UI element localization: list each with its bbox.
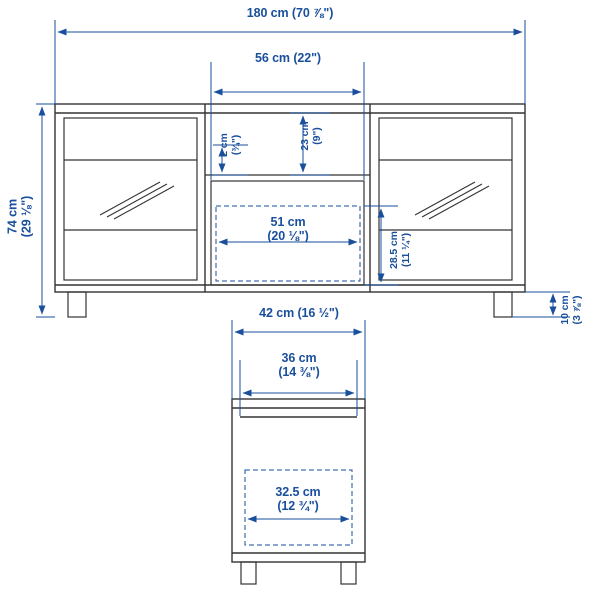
label-side-inner-depth: 36 cm (14 ⅜") [278, 351, 320, 379]
label-front-gap-height: 2 cm (¾") [218, 133, 242, 157]
side-view-cabinet [232, 399, 365, 562]
label-front-drawer-height: 28.5 cm (11 ¼") [388, 231, 412, 269]
label-front-shelf-height: 23 cm (9") [299, 121, 323, 151]
label-side-drawer-depth: 32.5 cm (12 ¾") [275, 485, 321, 513]
label-side-total-depth: 42 cm (16 ½") [259, 306, 339, 320]
front-view-cabinet [55, 104, 525, 292]
label-front-total-height: 74 cm (29 ⅛") [5, 195, 33, 238]
label-front-middle-width: 56 cm (22") [255, 51, 321, 65]
label-front-leg-height: 10 cm (3 ⅞") [559, 295, 583, 325]
front-left-door [64, 118, 197, 280]
label-front-total-width: 180 cm (70 ⅞") [246, 6, 334, 20]
side-legs [241, 562, 356, 584]
label-front-drawer-width: 51 cm (20 ⅛") [267, 215, 309, 243]
